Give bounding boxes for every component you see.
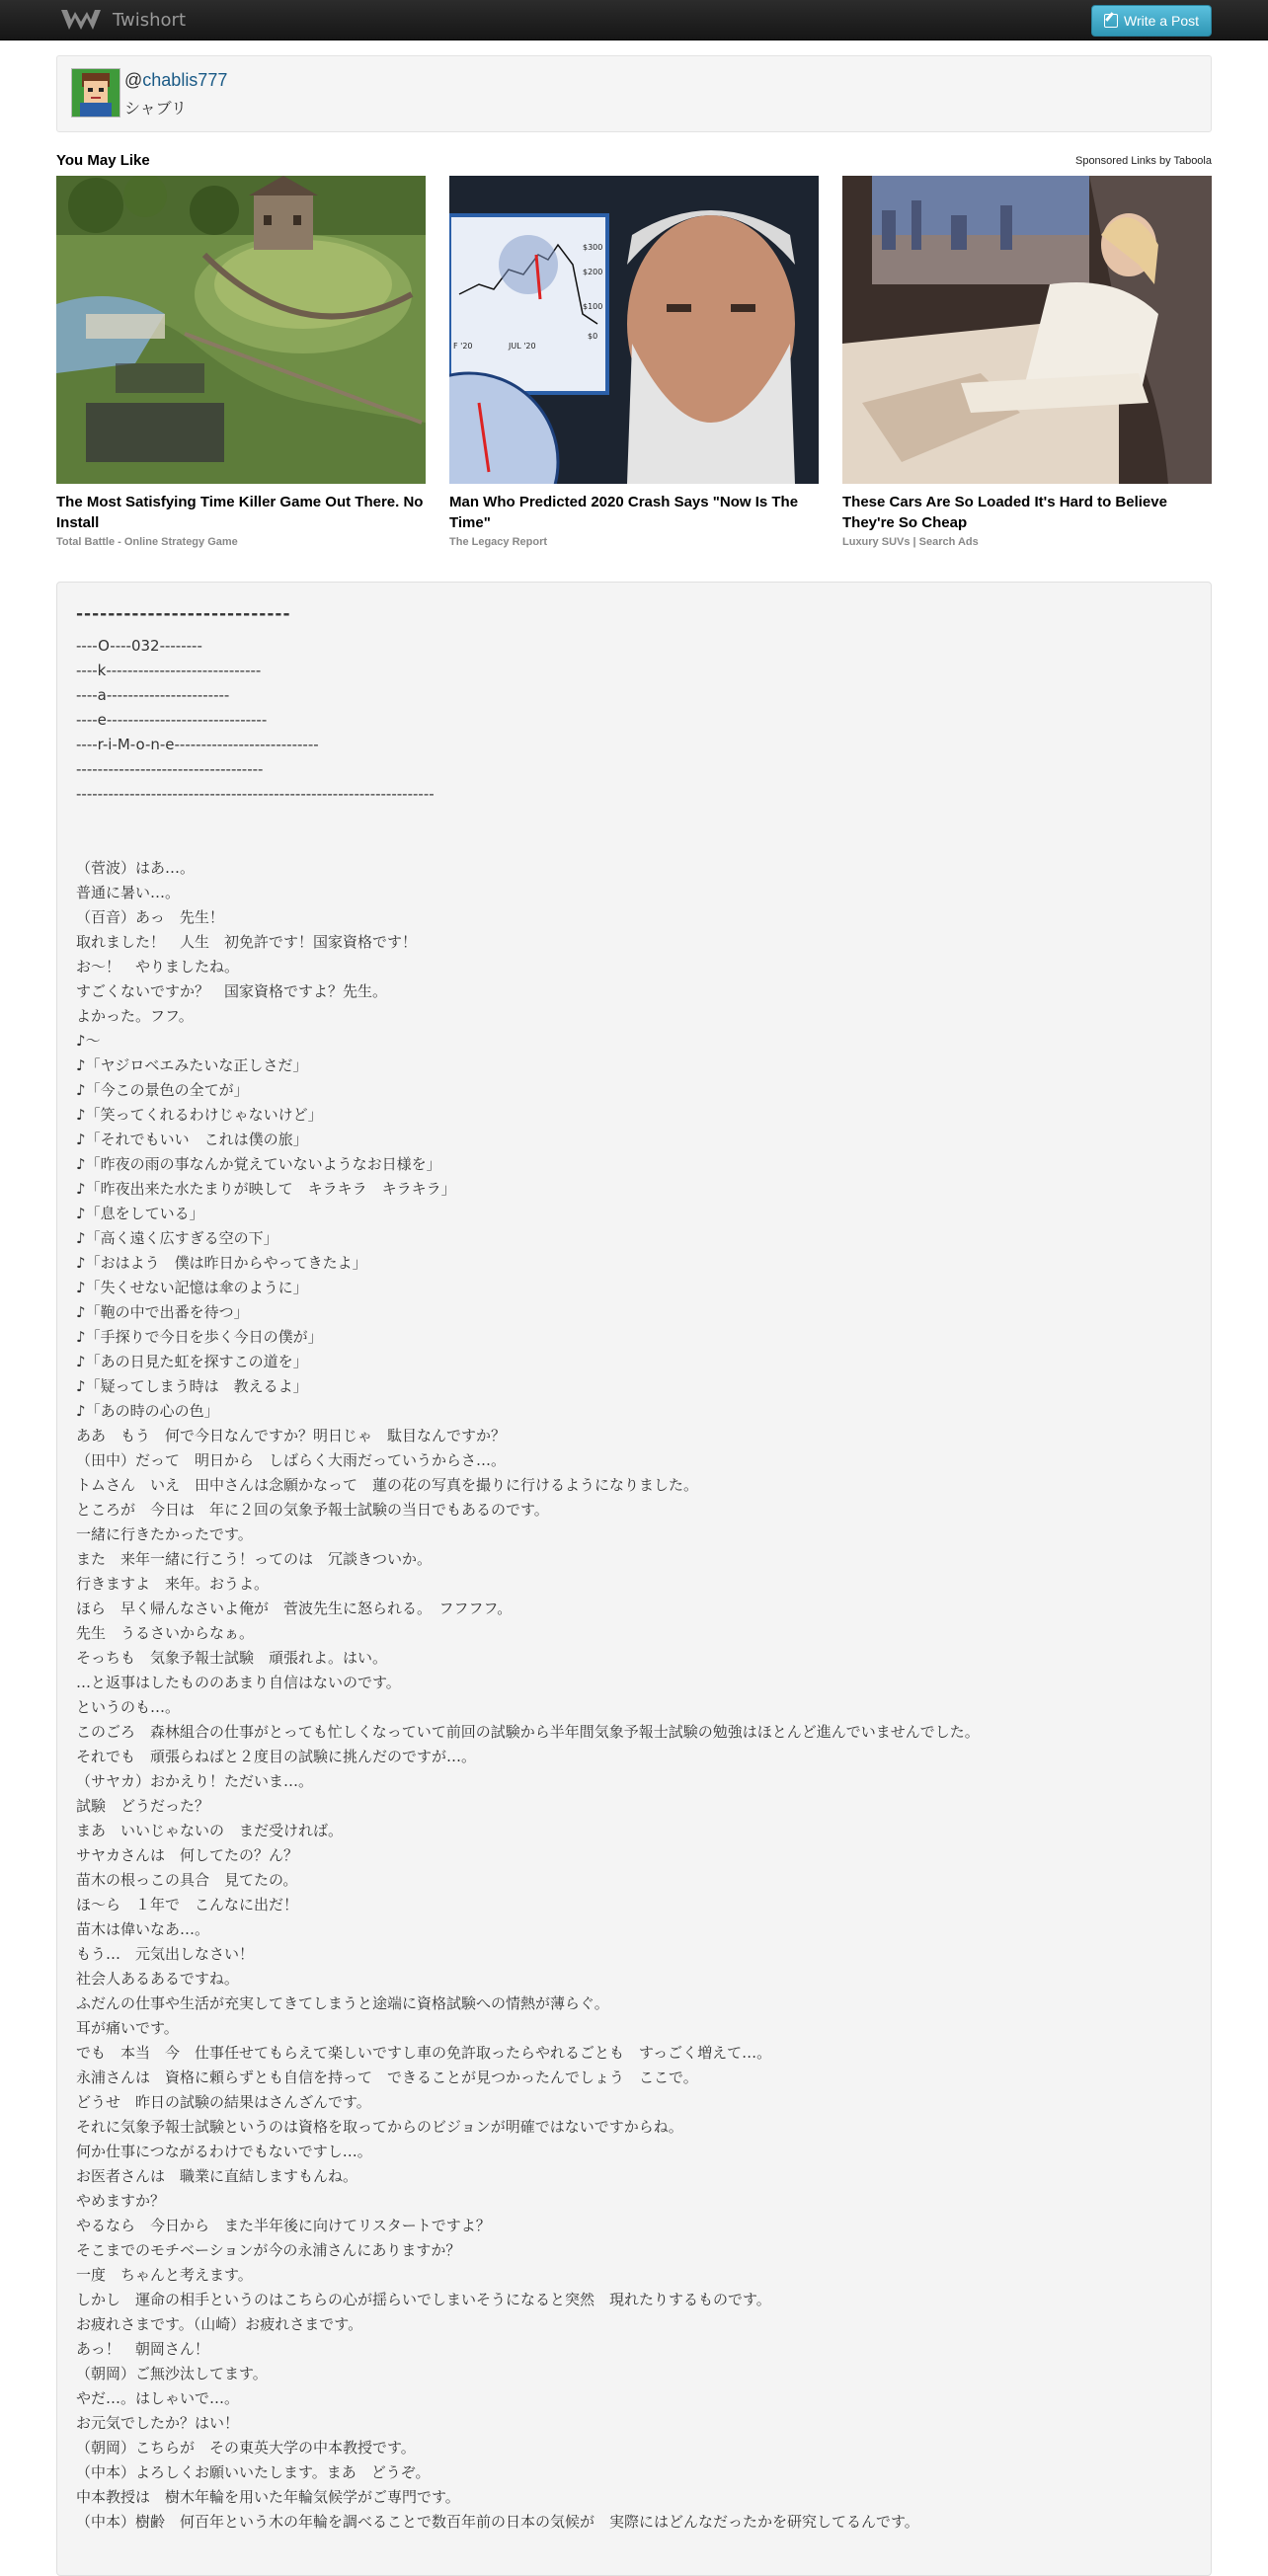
post-line: サヤカさんは 何してたの？ん？ xyxy=(76,1846,299,1864)
chart-tick-label: JUL '20 xyxy=(509,342,536,351)
write-post-label: Write a Post xyxy=(1124,13,1199,29)
ad-source: Total Battle - Online Strategy Game xyxy=(56,536,238,548)
chart-tick-label: $0 xyxy=(588,332,598,341)
ad-image-market-predictor[interactable] xyxy=(449,176,819,484)
post-line: また 来年一緒に行こう！ってのは 冗談きついか。 xyxy=(76,1550,433,1568)
chart-tick-label: F '20 xyxy=(453,342,473,351)
post-line: （中本）よろしくお願いいたします。まあ どうぞ。 xyxy=(76,2463,431,2481)
post-line: （百音）あっ 先生！ xyxy=(76,908,224,926)
brand-link[interactable] xyxy=(59,0,186,39)
user-card xyxy=(56,55,1212,132)
recommendation-item[interactable] xyxy=(449,176,819,548)
ad-title[interactable]: The Most Satisfying Time Killer Game Out There. No Install xyxy=(56,494,424,531)
post-line: …と返事はしたもののあまり自信はないのです。 xyxy=(76,1674,401,1691)
post-line: ------------------------------------------------------------------- xyxy=(76,785,435,803)
post-line: ♪「疑ってしまう時は 教えるよ」 xyxy=(76,1377,308,1395)
post-line: 先生 うるさいからなぁ。 xyxy=(76,1624,255,1642)
post-line: ♪「手探りで今日を歩く今日の僕が」 xyxy=(76,1328,323,1346)
edit-icon xyxy=(1104,14,1118,28)
spacer xyxy=(76,831,1192,856)
post-line: ♪「あの日見た虹を探すこの道を」 xyxy=(76,1353,308,1370)
post-line: ----------------------------------- xyxy=(76,760,264,778)
recommendations-header xyxy=(56,152,1212,172)
post-line: 永浦さんは 資格に頼らずとも自信を持って できることが見つかったんでしょう ここで。 xyxy=(76,2069,698,2086)
post-line: ♪「あの時の心の色」 xyxy=(76,1402,219,1420)
post-line: お疲れさまです。（山崎）お疲れさまです。 xyxy=(76,2315,363,2333)
top-navbar xyxy=(0,0,1268,40)
post-line: しかし 運命の相手というのはこちらの心が揺らいでしまいそうになると突然 現れたりするものです。 xyxy=(76,2291,771,2308)
post-line: 苗木の根っこの具合 見てたの。 xyxy=(76,1871,298,1889)
post-line: （朝岡）ご無沙汰してます。 xyxy=(76,2365,268,2382)
post-line: ほら 早く帰んなさいよ俺が 菅波先生に怒られる。 フフフフ。 xyxy=(76,1600,513,1617)
ad-image-luxury-car[interactable] xyxy=(842,176,1212,484)
post-line: 一度 ちゃんと考えます。 xyxy=(76,2266,253,2284)
post-line: ♪「息をしている」 xyxy=(76,1205,204,1222)
post-line: どうせ 昨日の試験の結果はさんざんです。 xyxy=(76,2093,371,2111)
post-line: ♪「昨夜の雨の事なんか覚えていないようなお日様を」 xyxy=(76,1155,441,1173)
post-code-lines xyxy=(76,634,1192,807)
post-line: まあ いいじゃないの まだ受ければ。 xyxy=(76,1822,344,1839)
recommendation-item[interactable] xyxy=(842,176,1212,548)
post-line: すごくないですか？ 国家資格ですよ？先生。 xyxy=(76,982,388,1000)
user-handle[interactable]: @chablis777 xyxy=(124,70,228,90)
avatar-image xyxy=(72,69,119,117)
post-line: ところが 今日は 年に２回の気象予報士試験の当日でもあるのです。 xyxy=(76,1501,549,1519)
post-line: 試験 どうだった？ xyxy=(76,1797,210,1815)
post-line: やめますか？ xyxy=(76,2192,166,2210)
post-line: お医者さんは 職業に直結しますもんね。 xyxy=(76,2167,358,2185)
ad-title[interactable]: Man Who Predicted 2020 Crash Says "Now Is The Time" xyxy=(449,494,799,531)
post-line: やだ…。はしゃいで…。 xyxy=(76,2389,240,2407)
chart-tick-label: $200 xyxy=(583,268,603,276)
post-line: 一緒に行きたかったです。 xyxy=(76,1525,253,1543)
post-line: このごろ 森林組合の仕事がとっても忙しくなっていて前回の試験から半年間気象予報士試験の勉強はほとんど進んでいませんでした。 xyxy=(76,1723,980,1741)
post-line: ♪～ xyxy=(76,1032,101,1050)
recommendation-item[interactable] xyxy=(56,176,426,548)
chart-tick-label: $300 xyxy=(583,243,603,252)
post-header-dashes: --------------------------- xyxy=(76,604,291,624)
ad-title[interactable]: These Cars Are So Loaded It's Hard to Believe They're So Cheap xyxy=(842,494,1167,531)
post-line: ----e------------------------------ xyxy=(76,711,268,729)
post-line: あっ！ 朝岡さん！ xyxy=(76,2340,209,2358)
post-line: ああ もう 何で今日なんですか？明日じゃ 駄目なんですか？ xyxy=(76,1427,507,1444)
post-line: そこまでのモチベーションが今の永浦さんにありますか？ xyxy=(76,2241,461,2259)
post-line: お元気でしたか？はい！ xyxy=(76,2414,240,2432)
post-line: ♪「おはよう 僕は昨日からやってきたよ」 xyxy=(76,1254,367,1272)
post-line: 行きますよ 来年。おうよ。 xyxy=(76,1575,270,1593)
main-container xyxy=(56,55,1212,2576)
post-line: ----O----032-------- xyxy=(76,637,202,655)
post-line: 取れました！ 人生 初免許です！国家資格です！ xyxy=(76,933,418,951)
post-line: ♪「昨夜出来た水たまりが映して キラキラ キラキラ」 xyxy=(76,1180,456,1198)
post-line: やるなら 今日から また半年後に向けてリスタートですよ？ xyxy=(76,2217,491,2234)
post-line: それでも 頑張らねばと２度目の試験に挑んだのですが…。 xyxy=(76,1748,477,1765)
post-line: ♪「笑ってくれるわけじゃないけど」 xyxy=(76,1106,323,1124)
chart-tick-label: $100 xyxy=(583,302,603,311)
post-line: ----r-i-M-o-n-e--------------------------- xyxy=(76,736,319,753)
post-line: ♪「ヤジロベエみたいな正しさだ」 xyxy=(76,1056,308,1074)
post-line: 苗木は偉いなあ…。 xyxy=(76,1920,210,1938)
post-line: （田中）だって 明日から しばらく大雨だっていうからさ…。 xyxy=(76,1451,507,1469)
post-line: トムさん いえ 田中さんは念願かなって 蓮の花の写真を撮りに行けるようになりました。 xyxy=(76,1476,699,1494)
post-line: 普通に暑い…。 xyxy=(76,884,181,901)
spacer xyxy=(76,807,1192,831)
post-line: よかった。フフ。 xyxy=(76,1007,194,1025)
you-may-like-heading: You May Like xyxy=(56,152,150,169)
post-line: もう… 元気出しなさい！ xyxy=(76,1945,255,1963)
post-line: ♪「失くせない記憶は傘のように」 xyxy=(76,1279,308,1296)
post-line: お～！ やりましたね。 xyxy=(76,958,240,976)
post-line: 中本教授は 樹木年輪を用いた年輪気候学がご専門です。 xyxy=(76,2488,460,2506)
avatar[interactable] xyxy=(71,68,120,117)
post-line: ♪「それでもいい これは僕の旅」 xyxy=(76,1131,308,1148)
post-line: 耳が痛いです。 xyxy=(76,2019,179,2037)
ad-source: The Legacy Report xyxy=(449,536,548,548)
post-line: ♪「鞄の中で出番を待つ」 xyxy=(76,1303,249,1321)
post-line: ほ～ら １年で こんなに出だ！ xyxy=(76,1896,299,1913)
post-line: それに気象予報士試験というのは資格を取ってからのビジョンが明確ではないですからね。 xyxy=(76,2118,683,2136)
post-text-lines xyxy=(76,856,1192,2535)
brand-name: Twishort xyxy=(113,9,186,31)
post-line: （中本）樹齢 何百年という木の年輪を調べることで数百年前の日本の気候が 実際にはどんなだったかを研究してるんです。 xyxy=(76,2513,919,2531)
post-line: ----a----------------------- xyxy=(76,686,230,704)
recommendation-list xyxy=(56,176,1212,548)
post-line: 何か仕事につながるわけでもないですし…。 xyxy=(76,2143,372,2160)
user-display-name: シャブリ xyxy=(124,99,188,117)
post-body xyxy=(56,582,1212,2576)
twishort-logo-icon xyxy=(59,8,103,32)
post-line: （菅波）はあ…。 xyxy=(76,859,196,877)
post-line: ♪「高く遠く広すぎる空の下」 xyxy=(76,1229,278,1247)
post-line: 社会人あるあるですね。 xyxy=(76,1970,239,1988)
post-line: というのも…。 xyxy=(76,1698,181,1716)
post-line: そっちも 気象予報士試験 頑張れよ。はい。 xyxy=(76,1649,388,1667)
write-post-button[interactable] xyxy=(1091,5,1212,37)
ad-image-strategy-game[interactable] xyxy=(56,176,426,484)
ad-source: Luxury SUVs | Search Ads xyxy=(842,536,979,548)
post-line: （サヤカ）おかえり！ただいま…。 xyxy=(76,1772,314,1790)
post-line: （朝岡）こちらが その東英大学の中本教授です。 xyxy=(76,2439,416,2457)
post-line: ♪「今この景色の全てが」 xyxy=(76,1081,249,1099)
post-line: ----k----------------------------- xyxy=(76,662,262,679)
post-line: でも 本当 今 仕事任せてもらえて楽しいですし車の免許取ったらやれるごとも すっごく増えて…。 xyxy=(76,2044,772,2062)
sponsored-links[interactable]: Sponsored Links by Taboola xyxy=(1074,155,1212,167)
post-line: ふだんの仕事や生活が充実してきてしまうと途端に資格試験への情熱が薄らぐ。 xyxy=(76,1994,609,2012)
